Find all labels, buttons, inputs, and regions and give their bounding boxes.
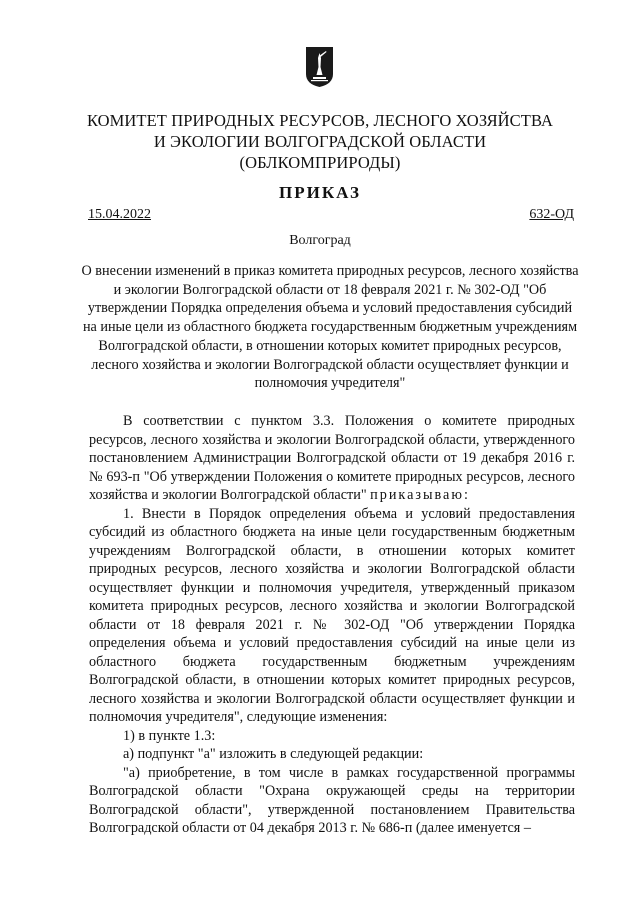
document-number: 632-ОД	[529, 207, 574, 222]
subitem-a-paragraph: а) подпункт "а" изложить в следующей редакции:	[123, 746, 424, 762]
document-body	[89, 412, 575, 838]
order-word: приказываю:	[370, 487, 470, 503]
subitem-1-paragraph: 1) в пункте 1.3:	[123, 727, 216, 744]
document-type-title: ПРИКАЗ	[279, 183, 361, 202]
document-city: Волгоград	[289, 233, 351, 248]
preamble-text: В соответствии с пунктом 3.3. Положения о комитете природных ресурсов, лесного хозяйства и экологии Волгоградской области, утвержденного постановлением Администрации Волгоградской области от 19 декабря 2016 г. № 693-п "Об утверждении Положения о комитете природных ресурсов, лесного хозяйства и экологии Волгоградской области"	[89, 413, 575, 503]
item-1-paragraph: 1. Внести в Порядок определения объема и условий предоставления субсидий из областного бюджета на иные цели государственным бюджетным учреждениям Волгоградской области, в отношении которых комитет природных ресурсов, лесного хозяйства и экологии Волгоградской области осуществляет функции и полномочия учредителя, утвержденный приказом комитета природных ресурсов, лесного хозяйства и экологии Волгоградской области от 18 февраля 2021 г. № 302-ОД "Об утверждении Порядка определения объема и условий предоставления субсидий на иные цели из областного бюджета государственным бюджетным учреждениям Волгоградской области, в отношении которых комитет природных ресурсов, лесного хозяйства и экологии Волгоградской области осуществляет функции и полномочия учредителя", следующие изменения:	[89, 505, 575, 725]
preamble-paragraph	[89, 412, 575, 505]
organization-name-line-1: КОМИТЕТ ПРИРОДНЫХ РЕСУРСОВ, ЛЕСНОГО ХОЗЯЙСТВА	[86, 111, 554, 130]
quoted-subitem-a-paragraph: "а) приобретение, в том числе в рамках государственной программы Волгоградской области "Охрана окружающей среды на территории Волгоградской области", утвержденной постановлением Правительства Волгоградской области от 04 декабря 2013 г. № 686-п (далее именуется –	[89, 764, 575, 836]
document-date: 15.04.2022	[88, 207, 151, 222]
organization-name-line-2: И ЭКОЛОГИИ ВОЛГОГРАДСКОЙ ОБЛАСТИ	[153, 132, 487, 151]
document-subject: О внесении изменений в приказ комитета природных ресурсов, лесного хозяйства и экологии Волгоградской области от 18 февраля 2021 г. № 302-ОД "Об утверждении Порядка определения объема и условий предоставления субсидий на иные цели из областного бюджета государственным бюджетным учреждениям Волгоградской области, в отношении которых комитет природных ресурсов, лесного хозяйства и экологии Волгоградской области осуществляет функции и полномочия учредителя"	[81, 263, 579, 392]
organization-abbreviation: (ОБЛКОМПРИРОДЫ)	[239, 153, 401, 172]
coat-of-arms-icon	[306, 47, 333, 87]
